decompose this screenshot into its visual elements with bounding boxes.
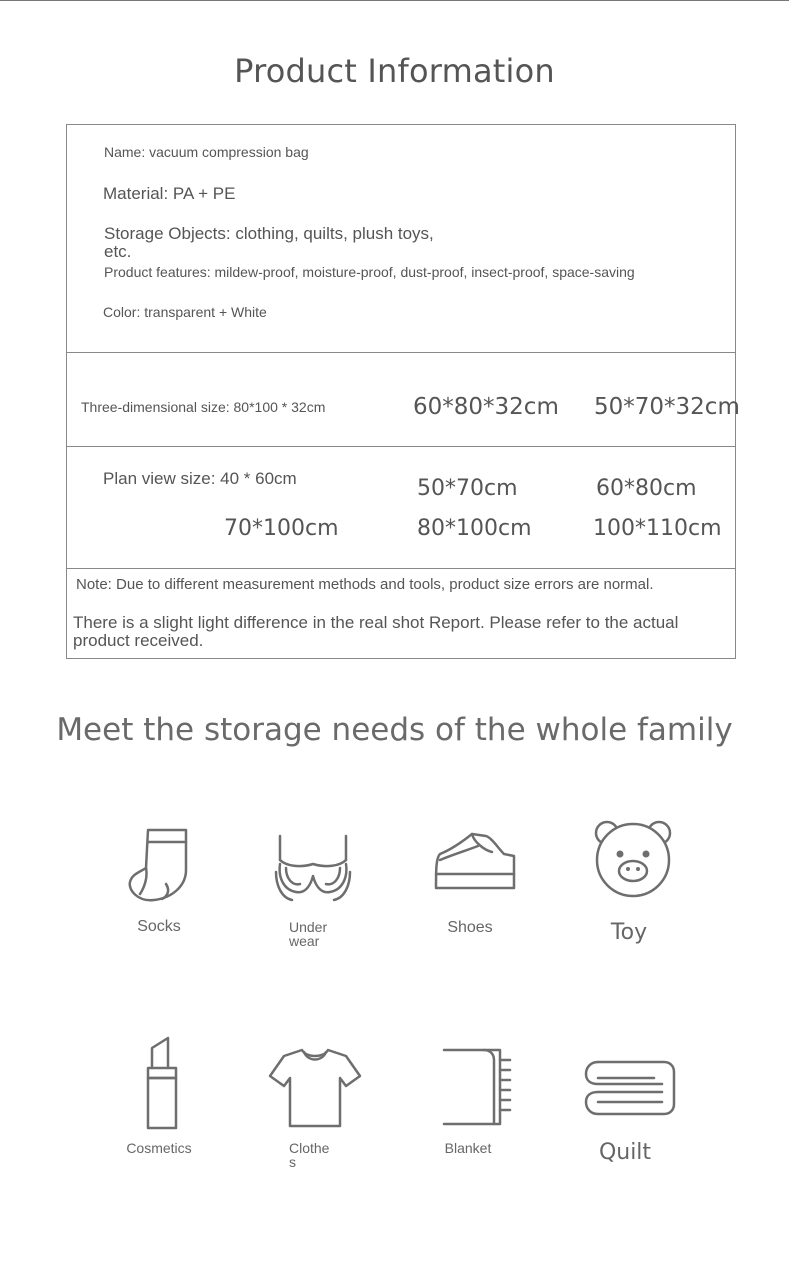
shoe-icon xyxy=(432,830,518,892)
top-divider xyxy=(0,0,789,1)
storage-objects-text: Storage Objects: clothing, quilts, plush toys, xyxy=(104,224,434,243)
size-value: 50*70*32cm xyxy=(594,394,740,420)
category-label: Quilt xyxy=(598,1140,652,1165)
size-value: 100*110cm xyxy=(593,516,722,541)
size-value: 60*80cm xyxy=(596,476,697,501)
product-info-table xyxy=(66,124,740,659)
measurement-note: Note: Due to different measurement methods and tools, product size errors are normal. xyxy=(76,576,654,593)
underwear-icon xyxy=(274,832,354,904)
size-value: 70*100cm xyxy=(224,516,339,541)
storage-objects-text-cont: etc. xyxy=(104,242,132,261)
category-label: Under xyxy=(289,919,328,935)
size-value: 80*100cm xyxy=(417,516,532,541)
three-d-size-row xyxy=(67,353,740,447)
size-value: 50*70cm xyxy=(417,476,518,501)
material-text: Material: PA + PE xyxy=(103,184,236,203)
bear-toy-icon xyxy=(592,818,674,898)
category-label: Toy xyxy=(610,920,648,945)
three-d-size-label: Three-dimensional size: 80*100 * 32cm xyxy=(81,399,326,415)
section-title: Meet the storage needs of the whole family xyxy=(56,712,733,748)
tshirt-icon xyxy=(266,1046,364,1130)
quilt-icon xyxy=(582,1058,678,1118)
plan-size-row xyxy=(67,447,735,569)
category-label: Shoes xyxy=(447,919,493,936)
blanket-icon xyxy=(440,1046,514,1128)
lipstick-icon xyxy=(142,1036,182,1132)
category-label-cont: wear xyxy=(289,933,320,949)
features-text: Product features: mildew-proof, moisture-proof, dust-proof, insect-proof, space-saving xyxy=(104,264,635,280)
notes-row xyxy=(67,569,735,658)
basic-info-row xyxy=(67,125,735,353)
category-label: Blanket xyxy=(444,1140,492,1156)
light-difference-note-cont: product received. xyxy=(73,631,204,650)
category-label: Cosmetics xyxy=(126,1140,192,1156)
sock-icon xyxy=(124,826,194,906)
name-text: Name: vacuum compression bag xyxy=(104,144,309,160)
plan-size-label: Plan view size: 40 * 60cm xyxy=(103,469,297,488)
category-label: Clothe xyxy=(289,1140,330,1156)
light-difference-note: There is a slight light difference in the real shot Report. Please refer to the actual xyxy=(73,613,679,632)
category-label: Socks xyxy=(137,918,181,935)
category-label-cont: s xyxy=(289,1154,296,1170)
color-text: Color: transparent + White xyxy=(103,304,267,320)
page-title: Product Information xyxy=(234,52,555,90)
size-value: 60*80*32cm xyxy=(413,394,559,420)
